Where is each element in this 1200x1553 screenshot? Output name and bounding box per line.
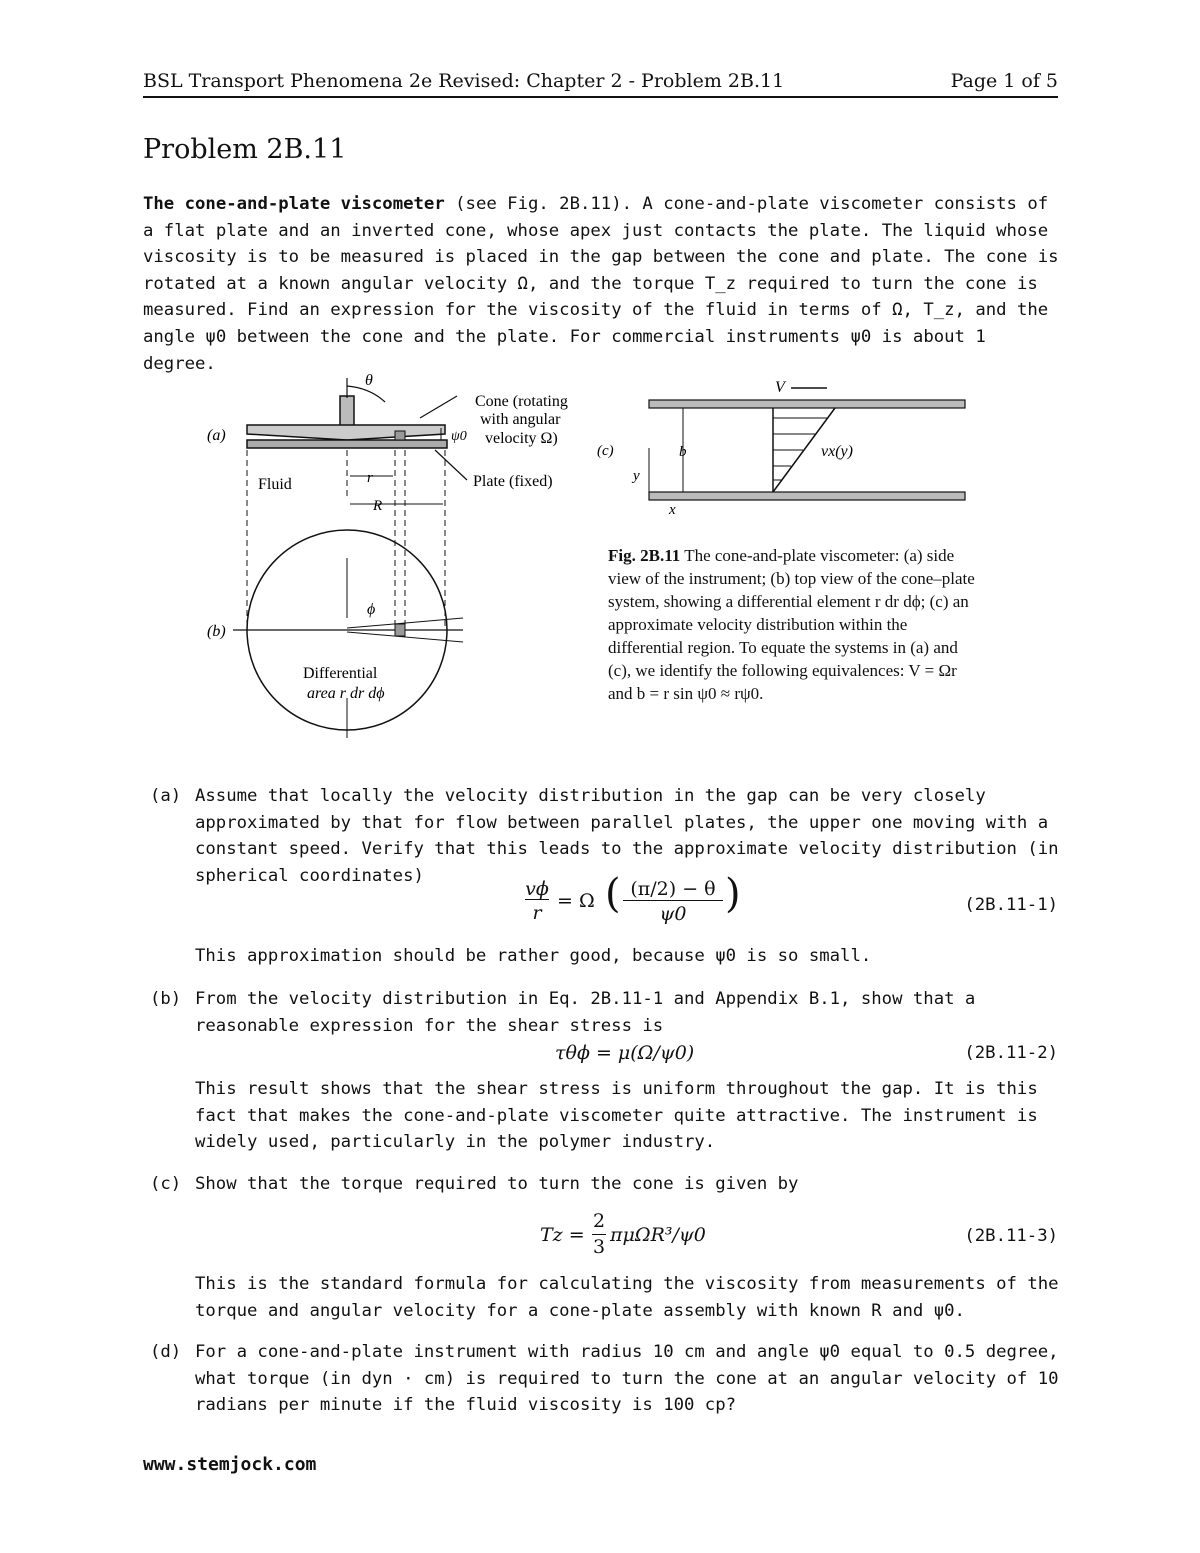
plate <box>247 440 447 448</box>
label-x: x <box>669 502 676 518</box>
part-b-text: From the velocity distribution in Eq. 2B.11-1 and Appendix B.1, show that a reasonable expression for the shear stress is <box>195 989 976 1036</box>
label-theta: θ <box>365 372 373 389</box>
label-y: y <box>633 468 640 484</box>
eq1-den: ψ0 <box>659 903 687 925</box>
header-title: BSL Transport Phenomena 2e Revised: Chapter 2 - Problem 2B.11 <box>143 70 785 92</box>
label-V: V <box>775 379 785 396</box>
intro-text: (see Fig. 2B.11). A cone-and-plate viscometer consists of a flat plate and an inverted cone, whose apex just contacts the plate. The liquid whose viscosity is to be measured is placed in the gap between the cone and plate. The cone is rotated at a known angular velocity Ω, and the torque T_z required to turn the cone is measured. Find an expression for the viscosity of the fluid in terms of Ω, T_z, and the angle ψ0 between the cone and the plate. For commercial instruments ψ0 is about 1 degree. <box>143 194 1059 374</box>
label-phi: ϕ <box>367 601 376 618</box>
label-c-view: (c) <box>597 443 614 459</box>
cone-shaft <box>340 396 354 428</box>
figure-caption <box>608 544 978 705</box>
part-a-text: Assume that locally the velocity distribution in the gap can be very closely approximated by that for flow between parallel plates, the upper one moving with a constant speed. Verify that this leads to the approximate velocity distribution (in spherical coordinates) <box>195 786 1059 886</box>
part-d-text: For a cone-and-plate instrument with radius 10 cm and angle ψ0 equal to 0.5 degree, what torque (in dyn · cm) is required to turn the cone at an angular velocity of 10 radians per minute if the fluid viscosity is 100 cp? <box>195 1342 1059 1416</box>
upper-plate <box>649 400 965 408</box>
page-header <box>143 68 1058 98</box>
label-R: R <box>373 498 383 514</box>
part-c-label: (c) <box>150 1174 182 1194</box>
label-cone2: with angular <box>480 411 561 428</box>
eq1-number: (2B.11-1) <box>964 895 1058 915</box>
part-c-text: Show that the torque required to turn the cone is given by <box>195 1174 799 1194</box>
problem-title: Problem 2B.11 <box>143 134 347 165</box>
eq3-lhs: Tz = <box>540 1224 585 1246</box>
diff-element-b <box>395 624 405 636</box>
eq3-frac-num: 2 <box>592 1210 606 1232</box>
eq3-number: (2B.11-3) <box>964 1226 1058 1246</box>
label-cone: Cone (rotating <box>475 393 568 410</box>
label-r: r <box>367 470 373 486</box>
eq1-num: (π/2) − θ <box>630 878 716 900</box>
label-diff1: Differential <box>303 665 378 682</box>
intro-bold-lead: The cone-and-plate viscometer <box>143 194 445 214</box>
label-fluid: Fluid <box>258 476 292 493</box>
diff-element-a <box>395 431 405 440</box>
eq3-rest: πμΩR³/ψ0 <box>610 1224 706 1246</box>
equation-2b11-2: τθϕ = μ(Ω/ψ0) <box>555 1042 695 1064</box>
equation-2b11-1: vϕ r = Ω ( (π/2) − θ ψ0 ) <box>525 871 741 925</box>
eq1-lhs-num: vϕ <box>525 878 549 900</box>
cone-body <box>247 425 445 440</box>
label-psi0: ψ0 <box>451 429 467 444</box>
eq3-frac-den: 3 <box>592 1236 606 1258</box>
caption-text: The cone-and-plate viscometer: (a) side view of the instrument; (b) top view of the cone–plate system, showing a differential element r dr dϕ; (c) an approximate velocity distribution within the differential region. To equate the systems in (a) and (c), we identify the following equivalences: V = Ωr and b = r sin ψ0 ≈ rψ0. <box>608 546 975 703</box>
footer-url[interactable]: www.stemjock.com <box>143 1454 317 1475</box>
caption-bold: Fig. 2B.11 <box>608 546 681 565</box>
part-d-label: (d) <box>150 1342 182 1362</box>
lower-plate <box>649 492 965 500</box>
label-b-view: (b) <box>207 623 226 640</box>
label-cone3: velocity Ω) <box>485 430 558 447</box>
equation-2b11-3 <box>540 1210 740 1260</box>
label-plate: Plate (fixed) <box>473 473 553 490</box>
part-a-label: (a) <box>150 786 182 806</box>
label-b: b <box>679 444 687 460</box>
part-b-label: (b) <box>150 989 182 1009</box>
eq1-lhs-den: r <box>532 902 542 924</box>
eq2-number: (2B.11-2) <box>964 1043 1058 1063</box>
label-vx: vx(y) <box>821 443 853 460</box>
problem-intro <box>143 191 1061 377</box>
eq1-mid: = Ω <box>557 890 595 912</box>
label-a: (a) <box>207 427 226 444</box>
label-diff2: area r dr dϕ <box>307 685 385 702</box>
page-number: Page 1 of 5 <box>950 70 1058 92</box>
